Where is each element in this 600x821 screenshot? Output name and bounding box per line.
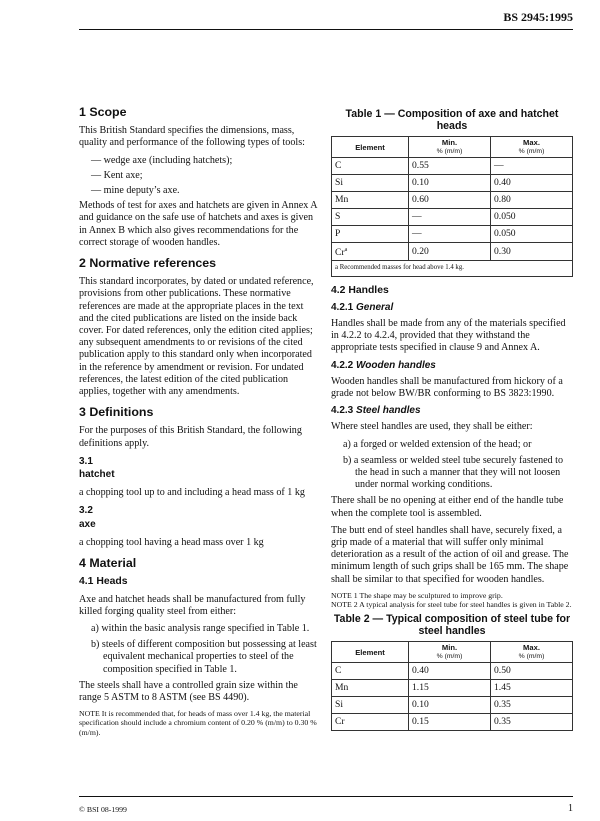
table-row: Mn 1.15 1.45 bbox=[332, 680, 573, 697]
material-note: NOTE It is recommended that, for heads of mass over 1.4 kg, the material specification should include a chromium content of 0.20 % (m/m) to 0.30 % (m/m). bbox=[79, 709, 317, 737]
table-header-row bbox=[332, 137, 573, 158]
scope-item: — mine deputy’s axe. bbox=[91, 185, 180, 197]
table1-caption: Table 1 — Composition of axe and hatchet heads bbox=[345, 108, 559, 132]
table-row: C 0.55 — bbox=[332, 158, 573, 175]
table-row: Cr$^a$ 0.20 0.30 bbox=[332, 243, 573, 261]
material-heading: 4 Material bbox=[79, 556, 137, 571]
footnote-marker: a bbox=[344, 247, 348, 253]
definitions-intro: For the purposes of this British Standard, the following definitions apply. bbox=[79, 425, 302, 449]
normative-heading: 2 Normative references bbox=[79, 256, 217, 271]
table-row: P — 0.050 bbox=[332, 226, 573, 243]
table2-caption: Table 2 — Typical composition of steel tube for steel handles bbox=[333, 613, 571, 638]
footer-rule bbox=[79, 796, 573, 797]
grip-paragraph: The butt end of steel handles shall have, securely fixed, a grip made of a material that will suffer only minimal deterioration as a result of the action of oil and grease. The minimum length of such grips shall be 165 mm. The shape shall be similar to that specified for wooden handles. bbox=[331, 524, 569, 585]
scope-item: — wedge axe (including hatchets); bbox=[91, 154, 233, 166]
steel-heading: 4.2.3 Steel handles bbox=[331, 405, 421, 417]
table-row: Mn 0.60 0.80 bbox=[332, 192, 573, 209]
wooden-heading: 4.2.2 Wooden handles bbox=[331, 359, 436, 371]
column-header: Element bbox=[332, 642, 409, 663]
left-column bbox=[79, 106, 319, 743]
table2 bbox=[331, 641, 573, 731]
definitions-heading: 3 Definitions bbox=[79, 405, 154, 420]
table-row: C 0.40 0.50 bbox=[332, 663, 573, 680]
page-number: 1 bbox=[568, 803, 573, 814]
copyright: © BSI 08-1999 bbox=[79, 805, 127, 814]
steel-item-a: a) a forged or welded extension of the head; or bbox=[343, 438, 532, 450]
steel-item-b: b) a seamless or welded steel tube securely fastened to the head in such a manner that they will not loosen under normal working conditions. bbox=[343, 454, 564, 491]
grain-size-paragraph: The steels shall have a controlled grain size within the range 5 ASTM to 8 ASTM (see BS 4490). bbox=[79, 679, 298, 703]
heads-paragraph: Axe and hatchet heads shall be manufactured from fully killed forging quality steel from either: bbox=[79, 593, 306, 617]
heads-subheading: 4.1 Heads bbox=[79, 576, 128, 588]
scope-paragraph: Methods of test for axes and hatchets are given in Annex A and guidance on the safe use of hatchets and axes is given in Annex B which also gives recommendations for the correct storage of wooden handles. bbox=[79, 200, 317, 248]
scope-heading: 1 Scope bbox=[79, 105, 127, 119]
definition-text: a chopping tool having a head mass over 1 kg bbox=[79, 536, 264, 548]
normative-paragraph: This standard incorporates, by dated or undated reference, provisions from other publications. These normative references are made at the appropriate places in the text and the cited publications are listed on the inside back cover. For dated references, only the edition cited applies; any subsequent amendments to or revisions of the cited publication apply to this standard only when incorporated in the reference by amendment or revision. For undated references, the latest edition of the cited publication applies, together with any amendments. bbox=[79, 276, 314, 398]
heads-item-a: a) within the basic analysis range specified in Table 1. bbox=[91, 622, 310, 634]
table-row: Cr 0.15 0.35 bbox=[332, 714, 573, 731]
wooden-paragraph: Wooden handles shall be manufactured from hickory of a grade not below BW/BR conforming to BS 3823:1990. bbox=[331, 375, 563, 400]
definition-term: axe bbox=[79, 518, 96, 530]
page-header bbox=[0, 0, 600, 34]
heads-item-b: b) steels of different composition but possessing at least equivalent mechanical properties to steel of the composition specified in Table 1. bbox=[91, 639, 317, 675]
table-row: S — 0.050 bbox=[332, 209, 573, 226]
table-footnote-row bbox=[332, 261, 573, 276]
header-rule bbox=[79, 29, 573, 30]
definition-term: hatchet bbox=[79, 469, 115, 481]
right-column bbox=[331, 108, 573, 739]
table1 bbox=[331, 136, 573, 277]
definition-number: 3.1 bbox=[79, 455, 93, 467]
note-1: NOTE 1 The shape may be sculptured to improve grip. bbox=[331, 590, 503, 600]
column-header: Max. % (m/m) bbox=[491, 642, 573, 663]
table1-footnote: a Recommended masses for head above 1.4 kg. bbox=[332, 261, 573, 276]
steel-paragraph: There shall be no opening at either end of the handle tube when the complete tool is assembled. bbox=[331, 495, 564, 519]
column-header: Element bbox=[332, 137, 409, 158]
standard-number: BS 2945:1995 bbox=[503, 10, 573, 24]
definition-text: a chopping tool up to and including a head mass of 1 kg bbox=[79, 487, 305, 499]
scope-intro: This British Standard specifies the dimensions, mass, quality and performance of the following types of tools: bbox=[79, 125, 305, 149]
note-2: NOTE 2 A typical analysis for steel tube for steel handles is given in Table 2. bbox=[331, 600, 572, 610]
column-header: Max. % (m/m) bbox=[491, 137, 573, 158]
scope-item: — Kent axe; bbox=[91, 169, 143, 181]
handles-heading: 4.2 Handles bbox=[331, 284, 389, 296]
table-header-row bbox=[332, 642, 573, 663]
general-heading: 4.2.1 General bbox=[331, 301, 394, 313]
steel-intro: Where steel handles are used, they shall be either: bbox=[331, 421, 533, 433]
table-row: Si 0.10 0.35 bbox=[332, 697, 573, 714]
table-row: Si 0.10 0.40 bbox=[332, 175, 573, 192]
column-header: Min. % (m/m) bbox=[409, 137, 491, 158]
definition-number: 3.2 bbox=[79, 505, 93, 517]
column-header: Min. % (m/m) bbox=[409, 642, 491, 663]
general-paragraph: Handles shall be made from any of the materials specified in 4.2.2 to 4.2.4, provided that they withstand the appropriate tests specified in clause 9 and Annex A. bbox=[331, 318, 566, 354]
